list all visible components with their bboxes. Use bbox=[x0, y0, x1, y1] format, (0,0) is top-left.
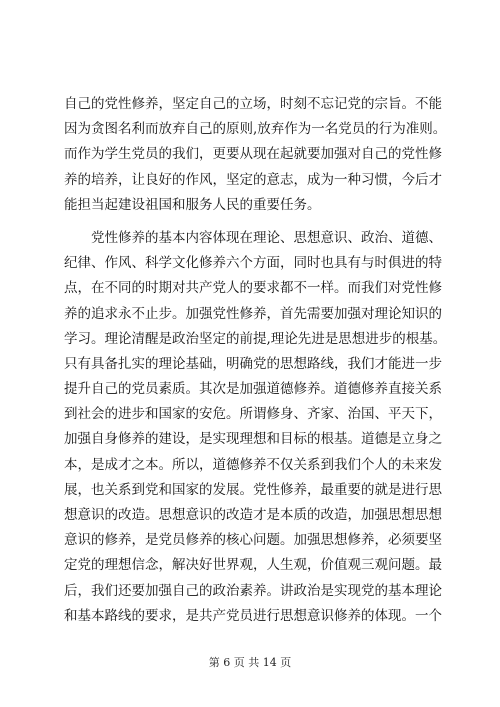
text-line: 想意识的改造。思想意识的改造才是本质的改造，加强思想思想 bbox=[64, 507, 442, 523]
paragraph-2 bbox=[64, 226, 447, 629]
text-line: 能担当起建设祖国和服务人民的重要任务。 bbox=[64, 196, 321, 213]
text-line: 养的培养，让良好的作风，坚定的意志，成为一种习惯，今后才 bbox=[64, 171, 442, 188]
text-line: 自己的党性修养，坚定自己的立场，时刻不忘记党的宗旨。不能 bbox=[64, 96, 442, 112]
text-line: 而作为学生党员的我们，更要从现在起就要加强对自己的党性修 bbox=[64, 146, 442, 163]
text-line: 意识的修养，是党员修养的核心问题。加强思想修养，必须要坚 bbox=[64, 532, 442, 549]
page-number-footer: 第 6 页 共 14 页 bbox=[208, 656, 292, 669]
text-line: 点，在不同的时期对共产党人的要求都不一样。而我们对党性修 bbox=[64, 280, 442, 297]
text-line: 和基本路线的要求，是共产党员进行思想意识修养的体现。一个 bbox=[64, 607, 442, 624]
text-line: 定党的理想信念，解决好世界观，人生观，价值观三观问题。最 bbox=[64, 557, 442, 574]
text-line: 纪律、作风、科学文化修养六个方面，同时也具有与时俱进的特 bbox=[64, 255, 442, 272]
text-line: 加强自身修养的建设，是实现理想和目标的根基。道德是立身之 bbox=[64, 431, 442, 448]
text-line: 因为贪图名利而放弃自己的原则,放弃作为一名党员的行为准则。 bbox=[64, 121, 447, 138]
text-line: 只有具备扎实的理论基础，明确党的思想路线，我们才能进一步 bbox=[64, 355, 442, 372]
text-line: 本，是成才之本。所以，道德修养不仅关系到我们个人的未来发 bbox=[64, 456, 442, 473]
body-text bbox=[64, 92, 447, 629]
text-line: 养的追求永不止步。加强党性修养，首先需要加强对理论知识的 bbox=[64, 305, 442, 322]
text-line: 后，我们还要加强自己的政治素养。讲政治是实现党的基本理论 bbox=[64, 582, 442, 599]
text-line: 展，也关系到党和国家的发展。党性修养，最重要的就是进行思 bbox=[64, 481, 442, 498]
paragraph-1 bbox=[64, 92, 447, 218]
text-line: 学习。理论清醒是政治坚定的前提,理论先进是思想进步的根基。 bbox=[64, 330, 447, 347]
text-line: 提升自己的党员素质。其次是加强道德修养。道德修养直接关系 bbox=[64, 381, 442, 398]
text-line-indented: 党性修养的基本内容体现在理论、思想意识、政治、道德、 bbox=[91, 229, 442, 246]
paragraph-gap bbox=[64, 218, 440, 226]
text-line: 到社会的进步和国家的安危。所谓修身、齐家、治国、平天下， bbox=[64, 406, 442, 423]
